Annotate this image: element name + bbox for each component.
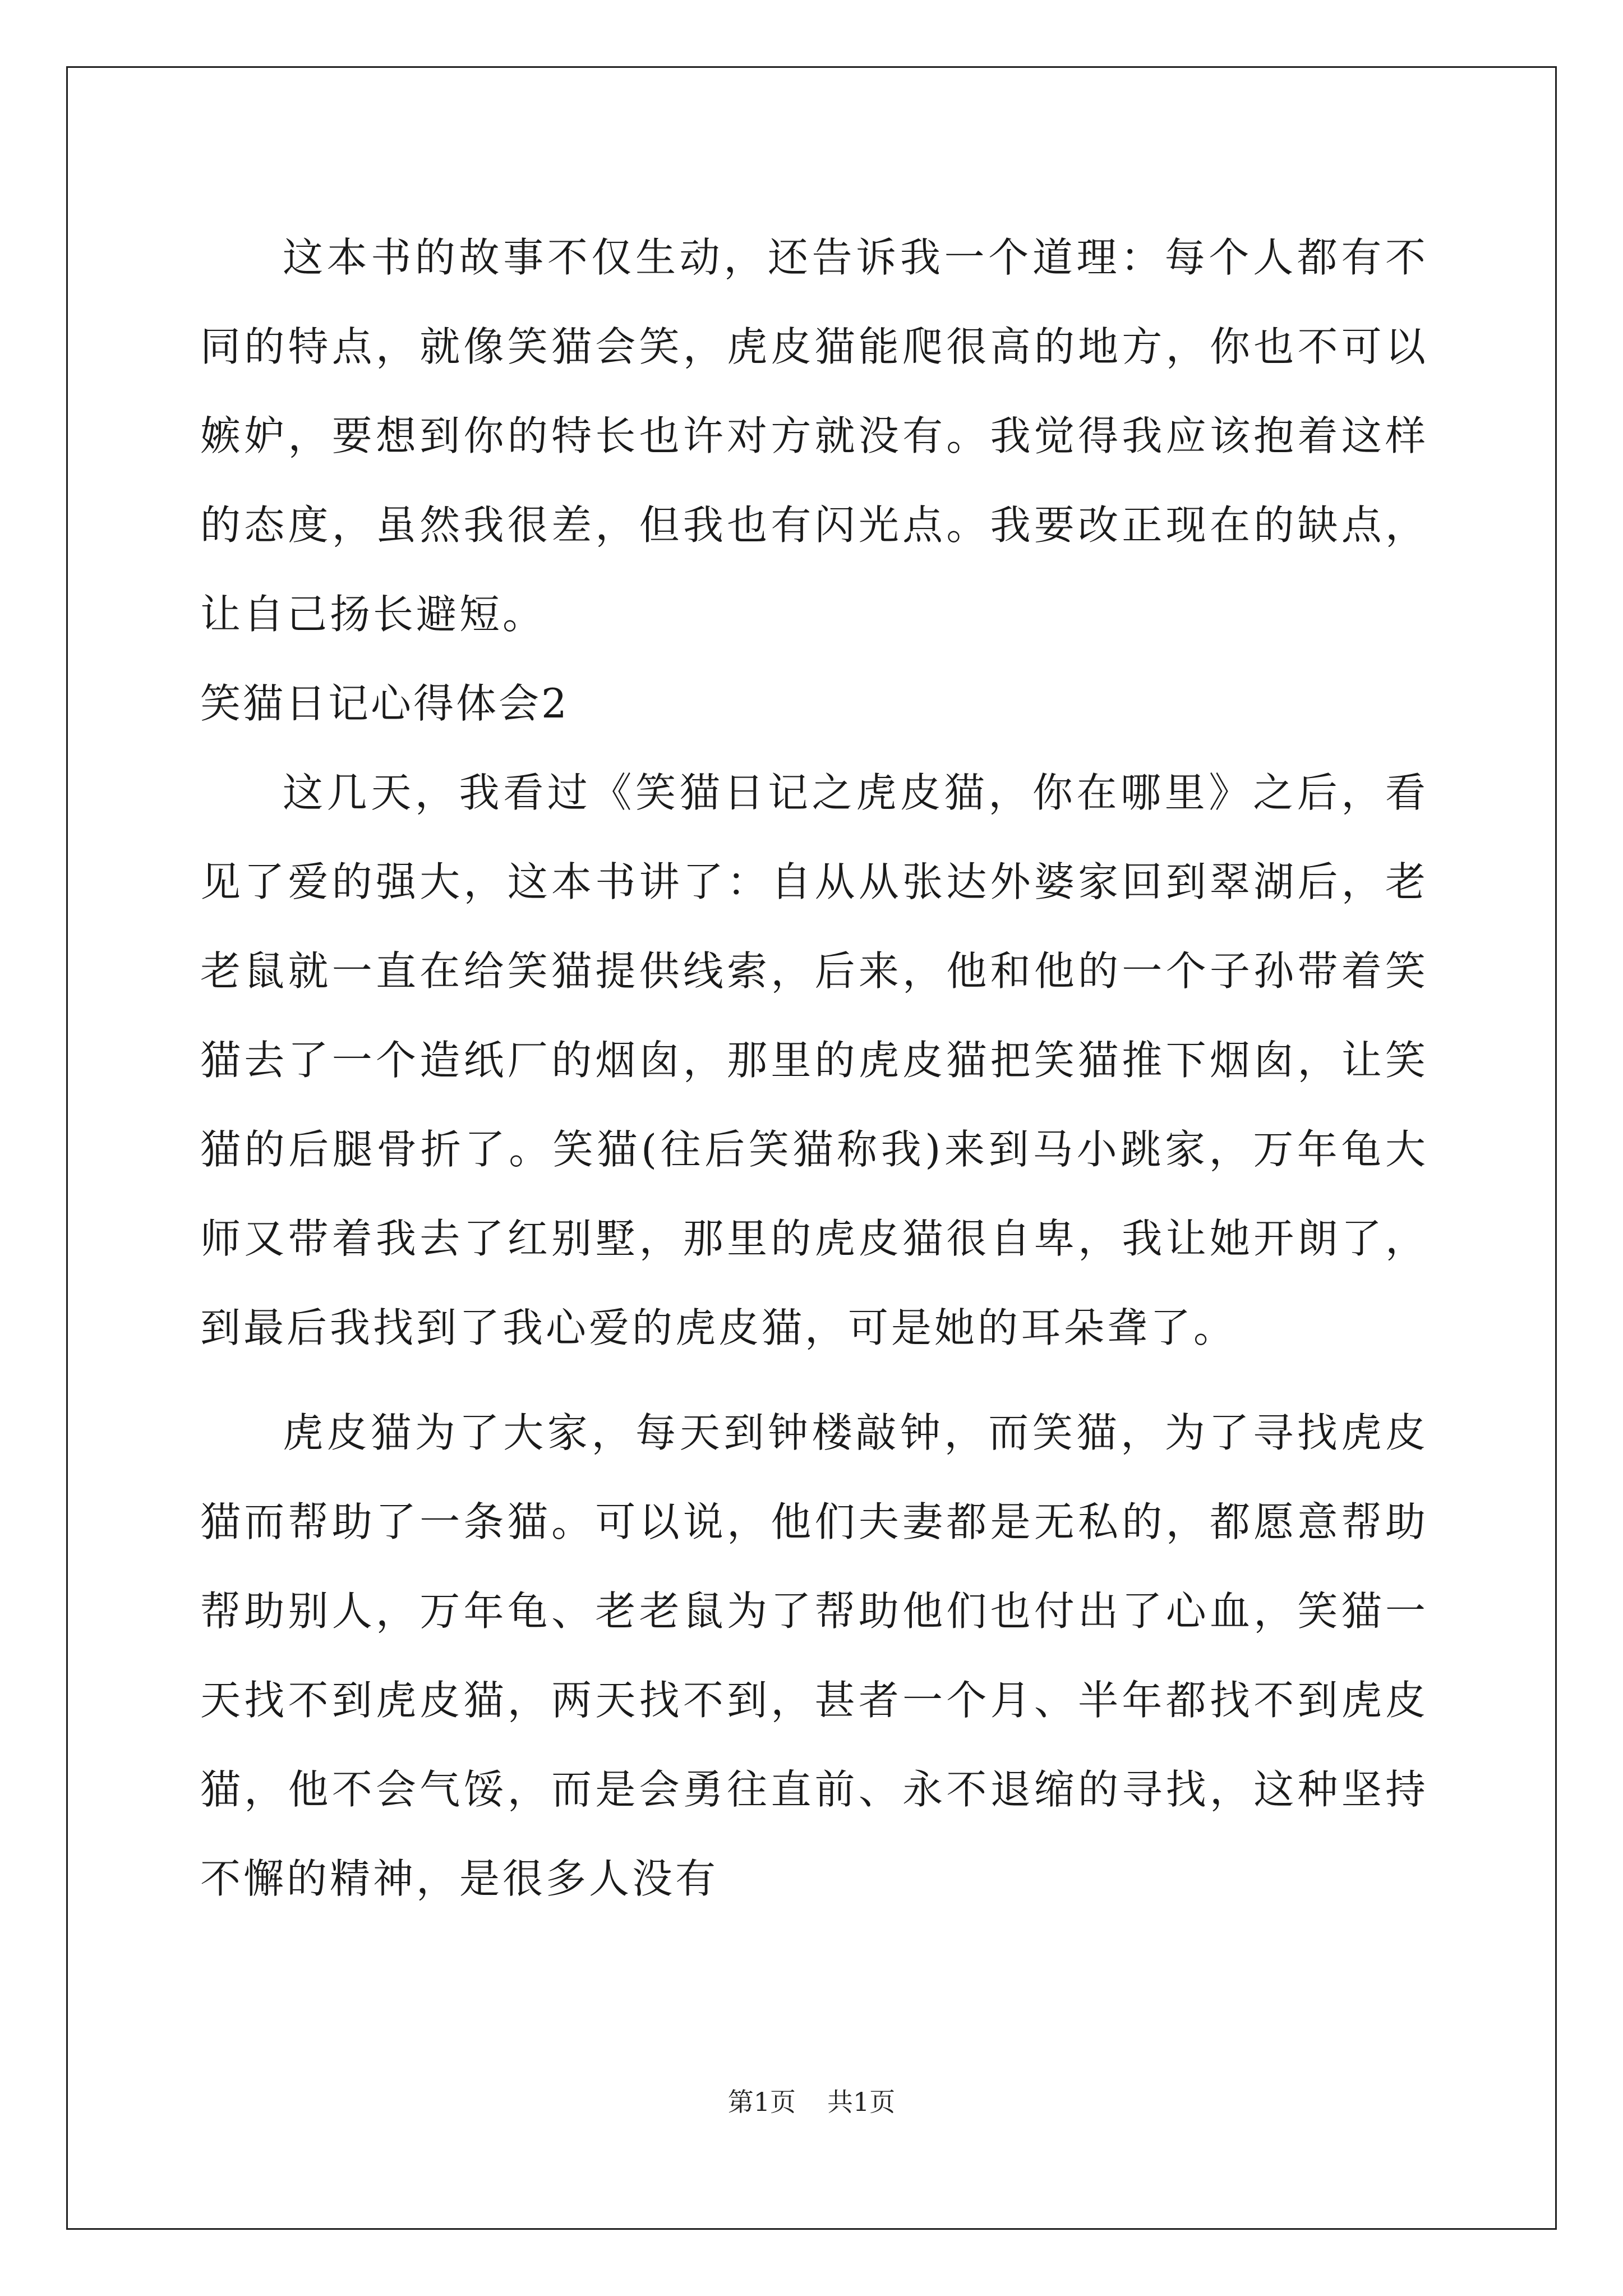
body-paragraph-2: 这几天，我看过《笑猫日记之虎皮猫，你在哪里》之后，看见了爱的强大，这本书讲了：自从从张达外婆家回到翠湖后，老老鼠就一直在给笑猫提供线索，后来，他和他的一个子孙带着笑猫去了一个造纸厂的烟囱，那里的虎皮猫把笑猫推下烟囱，让笑猫的后腿骨折了。笑猫(往后笑猫称我)来到马小跳家，万年龟大师又带着我去了红别墅，那里的虎皮猫很自卑，我让她开朗了，到最后我找到了我心爱的虎皮猫，可是她的耳朵聋了。 — [200, 769, 1428, 1351]
page-footer — [0, 2085, 1623, 2119]
paragraph-gap — [200, 1373, 1428, 1388]
section-heading: 笑猫日记心得体会2 — [200, 680, 569, 727]
body-paragraph-1: 这本书的故事不仅生动，还告诉我一个道理：每个人都有不同的特点，就像笑猫会笑，虎皮猫能爬很高的地方，你也不可以嫉妒，要想到你的特长也许对方就没有。我觉得我应该抱着这样的态度，虽然我很差，但我也有闪光点。我要改正现在的缺点，让自己扬长避短。 — [200, 234, 1428, 638]
document-body — [200, 213, 1428, 1924]
page-total: 共1页 — [827, 2087, 896, 2117]
page-number: 第1页 — [727, 2087, 796, 2117]
body-paragraph-3: 虎皮猫为了大家，每天到钟楼敲钟，而笑猫，为了寻找虎皮猫而帮助了一条猫。可以说，他们夫妻都是无私的，都愿意帮助帮助别人，万年龟、老老鼠为了帮助他们也付出了心血，笑猫一天找不到虎皮猫，两天找不到，甚者一个月、半年都找不到虎皮猫，他不会气馁，而是会勇往直前、永不退缩的寻找，这种坚持不懈的精神，是很多人没有 — [200, 1409, 1428, 1902]
